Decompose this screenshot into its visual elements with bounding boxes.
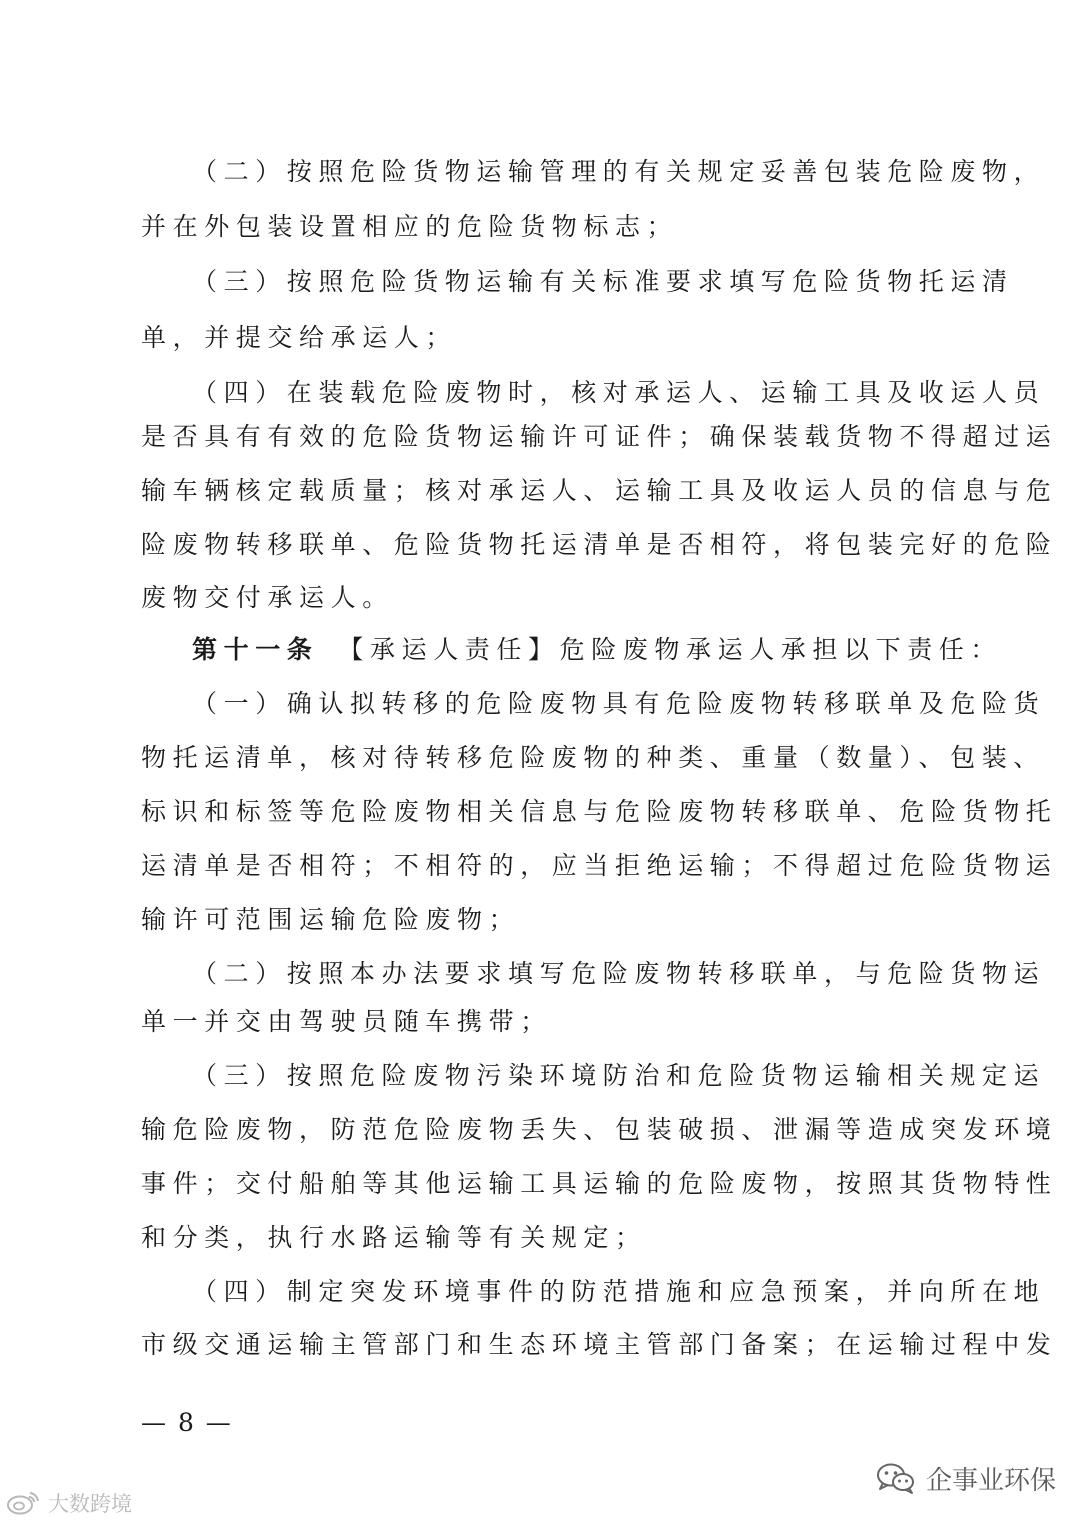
paragraph-line: 市级交通运输主管部门和生态环境主管部门备案；在运输过程中发 [141, 1330, 1058, 1359]
paragraph-line: 输车辆核定载质量；核对承运人、运输工具及收运人员的信息与危 [141, 476, 1058, 505]
watermark-right-label: 企事业环保 [925, 1465, 1056, 1496]
watermark-left-label: 大数跨境 [48, 1492, 132, 1516]
article-title: 【承运人责任】 [338, 635, 560, 664]
article-intro: 危险废物承运人承担以下责任： [559, 635, 1003, 664]
wechat-icon [876, 1461, 916, 1495]
page-number: — 8 — [141, 1408, 233, 1437]
watermark-wechat [876, 1458, 1056, 1498]
watermark-weibo [6, 1487, 132, 1519]
paragraph-line: （四）制定突发环境事件的防范措施和应急预案，并向所在地 [192, 1277, 1046, 1306]
paragraph-line: 事件；交付船舶等其他运输工具运输的危险废物，按照其货物特性 [141, 1169, 1058, 1198]
paragraph-line: 输许可范围运输危险废物； [141, 905, 521, 934]
paragraph-line: 单一并交由驾驶员随车携带； [141, 1007, 552, 1036]
paragraph-line: （二）按照本办法要求填写危险废物转移联单，与危险货物运 [192, 959, 1046, 988]
paragraph-line: （四）在装载危险废物时，核对承运人、运输工具及收运人员 [192, 378, 1046, 407]
paragraph-line: 废物交付承运人。 [141, 583, 394, 612]
paragraph-line: 输危险废物，防范危险废物丢失、包装破损、泄漏等造成突发环境 [141, 1115, 1058, 1144]
paragraph-line: 并在外包装设置相应的危险货物标志； [141, 212, 679, 241]
paragraph-line: （二）按照危险货物运输管理的有关规定妥善包装危险废物， [192, 157, 1046, 186]
article-heading-line [192, 632, 1003, 668]
paragraph-line: 单，并提交给承运人； [141, 323, 458, 352]
weibo-icon [6, 1490, 40, 1516]
paragraph-line: （三）按照危险货物运输有关标准要求填写危险货物托运清 [192, 267, 1014, 296]
paragraph-line: 物托运清单，核对待转移危险废物的种类、重量（数量）、包装、 [141, 743, 1045, 772]
paragraph-line: 是否具有有效的危险货物运输许可证件；确保装载货物不得超过运 [141, 422, 1058, 451]
paragraph-line: 险废物转移联单、危险货物托运清单是否相符，将包装完好的危险 [141, 530, 1058, 559]
paragraph-line: （一）确认拟转移的危险废物具有危险废物转移联单及危险货 [192, 689, 1046, 718]
paragraph-line: 运清单是否相符；不相符的，应当拒绝运输；不得超过危险货物运 [141, 851, 1058, 880]
article-number: 第十一条 [192, 635, 319, 664]
paragraph-line: （三）按照危险废物污染环境防治和危险货物运输相关规定运 [192, 1061, 1046, 1090]
paragraph-line: 和分类，执行水路运输等有关规定； [141, 1223, 647, 1252]
paragraph-line: 标识和标签等危险废物相关信息与危险废物转移联单、危险货物托 [141, 797, 1058, 826]
